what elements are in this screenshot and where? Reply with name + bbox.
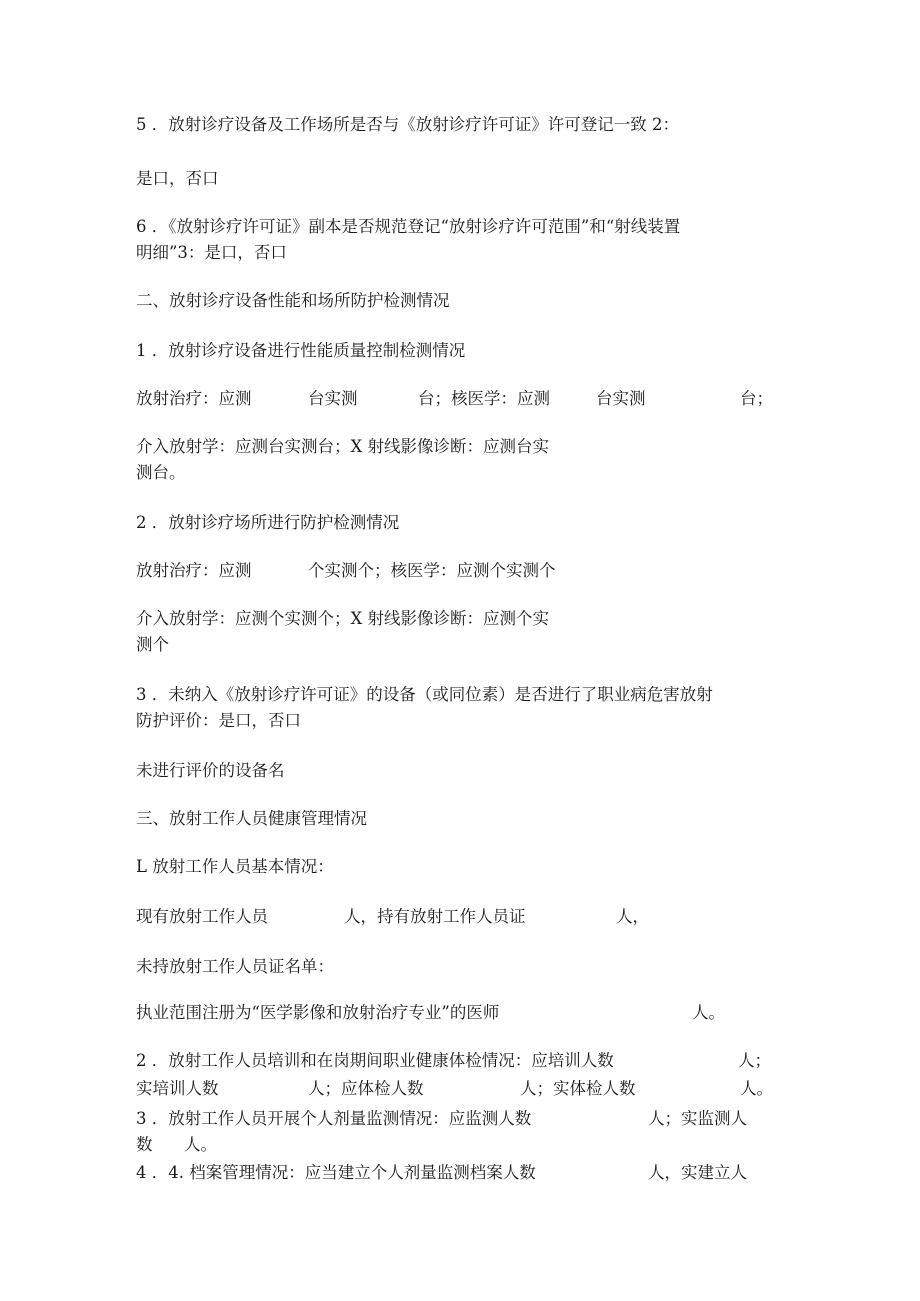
equipment-test-row-1	[136, 388, 776, 410]
site-test-row-2: 介入放射学：应测个实测个；X 射线影像诊断：应测个实	[136, 609, 549, 628]
dose-monitor-actual-unit: 人。	[184, 1135, 217, 1154]
archive-actual-label: 人，实建立人	[648, 1163, 747, 1182]
radiotherapy-should-test: 放射治疗：应测	[136, 389, 252, 408]
item-3-4-line-1	[136, 1162, 776, 1184]
registered-physician-label: 执业范围注册为“医学影像和放射治疗专业”的医师	[136, 1003, 500, 1022]
item-3-2-line-1	[136, 1050, 776, 1072]
item-2-2-heading: 2 ．放射诊疗场所进行防护检测情况	[136, 513, 400, 532]
site-test-rest: 个实测个；核医学：应测个实测个	[308, 561, 556, 580]
item-3-2-line-2	[136, 1078, 776, 1100]
staff-count-row	[136, 906, 656, 928]
exam-actual-unit: 人。	[740, 1079, 773, 1098]
row-end: 台；	[740, 389, 773, 408]
nuclear-medicine-should-test: 台；核医学：应测	[418, 389, 550, 408]
item-5-line-1: 5 ．放射诊疗设备及工作场所是否与《放射诊疗许可证》许可登记一致 2：	[136, 115, 679, 134]
current-staff-label: 现有放射工作人员	[136, 907, 268, 926]
training-should-label: 2 ．放射工作人员培训和在岗期间职业健康体检情况：应培训人数	[136, 1051, 614, 1070]
registered-physician-unit: 人。	[692, 1003, 725, 1022]
item-3-3-line-1	[136, 1108, 776, 1130]
dose-monitor-actual-cont: 数	[136, 1135, 153, 1154]
registered-physician-row	[136, 1002, 736, 1024]
nuclear-medicine-actual-test: 台实测	[596, 389, 646, 408]
radiotherapy-site-should-test: 放射治疗：应测	[136, 561, 252, 580]
certified-staff-unit: 人，	[616, 907, 649, 926]
unevaluated-equipment-label: 未进行评价的设备名	[136, 761, 285, 780]
item-2-3-line-1: 3 ．未纳入《放射诊疗许可证》的设备（或同位素）是否进行了职业病危害放射	[136, 685, 713, 704]
certified-staff-label: 人，持有放射工作人员证	[344, 907, 526, 926]
item-3-3-line-2	[136, 1134, 336, 1156]
equipment-test-row-2: 介入放射学：应测台实测台；X 射线影像诊断：应测台实	[136, 437, 549, 456]
dose-monitor-should-label: 3 ．放射工作人员开展个人剂量监测情况：应监测人数	[136, 1109, 532, 1128]
item-2-1-heading: 1 ．放射诊疗设备进行性能质量控制检测情况	[136, 341, 466, 360]
exam-actual-label: 人；实体检人数	[520, 1079, 636, 1098]
radiotherapy-actual-test: 台实测	[308, 389, 358, 408]
dose-monitor-actual-label: 人；实监测人	[648, 1109, 747, 1128]
item-3-1-heading: L 放射工作人员基本情况：	[136, 857, 334, 876]
training-should-unit: 人；	[738, 1051, 771, 1070]
section-3-heading: 三、放射工作人员健康管理情况	[136, 809, 367, 828]
exam-should-label: 人；应体检人数	[308, 1079, 424, 1098]
equipment-test-row-3: 测台。	[136, 463, 186, 482]
site-test-row-1	[136, 560, 596, 582]
item-6-line-2: 明细”3：是口，否口	[136, 243, 287, 262]
uncertified-list-label: 未持放射工作人员证名单：	[136, 957, 334, 976]
training-actual-label: 实培训人数	[136, 1079, 219, 1098]
item-5-line-2: 是口，否口	[136, 169, 219, 188]
item-6-line-1: 6 ．《放射诊疗许可证》副本是否规范登记“放射诊疗许可范围”和“射线装置	[136, 217, 681, 236]
archive-should-label: 4 ．4. 档案管理情况：应当建立个人剂量监测档案人数	[136, 1163, 536, 1182]
section-2-heading: 二、放射诊疗设备性能和场所防护检测情况	[136, 291, 450, 310]
item-2-3-line-2: 防护评价：是口，否口	[136, 711, 301, 730]
site-test-row-3: 测个	[136, 635, 169, 654]
